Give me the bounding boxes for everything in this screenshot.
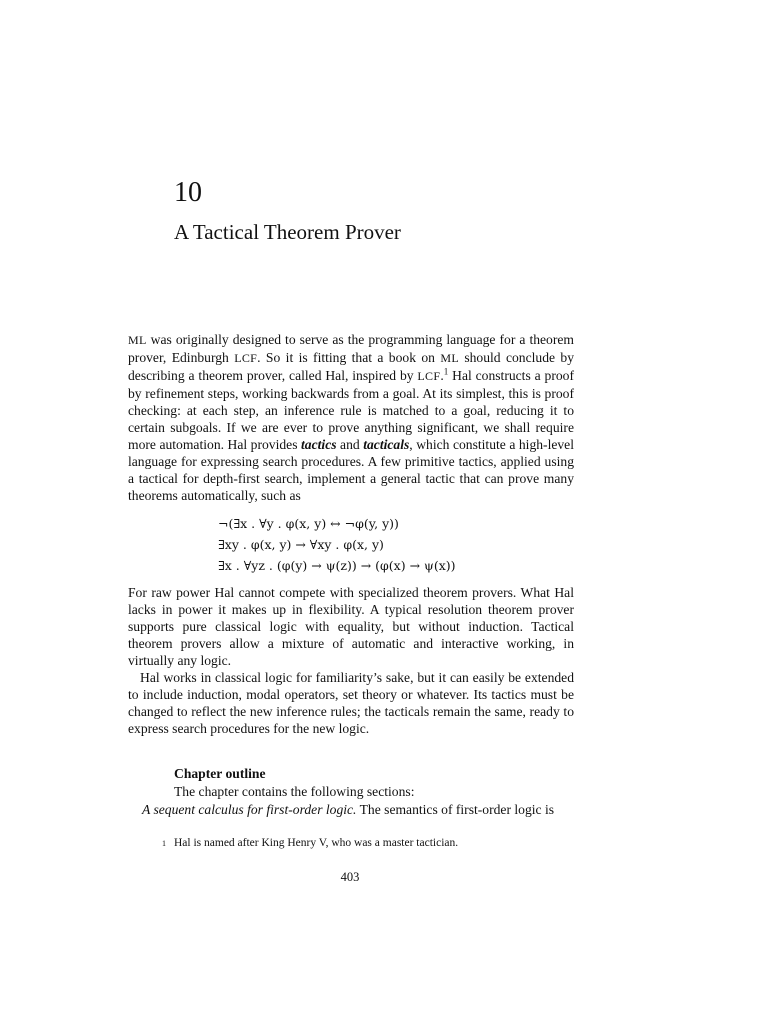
chapter-title: A Tactical Theorem Prover: [174, 220, 401, 244]
tactics-term: tactics: [301, 437, 337, 452]
ml-abbrev: ML: [128, 333, 147, 347]
formula-2: ∃xy . φ(x, y) → ∀xy . φ(x, y): [218, 537, 384, 552]
footnote-mark: 1: [162, 839, 166, 848]
footnote-reference[interactable]: 1: [443, 366, 449, 377]
power-paragraph: For raw power Hal cannot compete with specialized theorem provers. What Hal lacks in power it makes up in flexibility. A typical resolution theorem prover supports pure classical logic with equality, but without induction. Tactical theorem provers allow a mixture of automatic and interactive working, in virtually any logic.: [128, 585, 574, 668]
outline-section-entry: [142, 801, 574, 818]
text-run: . So it is fitting that a book on: [257, 350, 441, 365]
tacticals-term: tacticals: [363, 437, 410, 452]
text-run: should conclude by describing a theorem prover, called Hal, inspired by: [128, 350, 574, 383]
page-number: 403: [340, 870, 360, 884]
text-run: Hal constructs a proof by refinement steps, working backwards from a goal. At its simplest, this is proof checking: at each step, an inference rule is matched to a goal, reducing it to certain subgoals. If we are ever to prove anything significant, we shall require more automation. Hal provides: [128, 368, 574, 452]
ml-abbrev: ML: [440, 351, 459, 365]
intro-paragraph: [128, 331, 574, 504]
chapter-outline-heading: Chapter outline: [174, 766, 266, 781]
text-run: , which constitute a high-level language for expressing search procedures. A few primitive tactics, applied using a tactical for depth-first search, implement a general tactic that can prove many theorems automatically, such as: [128, 437, 574, 503]
logic-paragraph: [128, 669, 574, 737]
section-text: The semantics of first-order logic is: [356, 802, 555, 817]
text-run: Hal works in classical logic for familiarity’s sake, but it can easily be extended to include induction, modal operators, set theory or whatever. Its tactics must be changed to reflect the new inference rules; the tacticals remain the same, ready to express search procedures for the new logic.: [128, 670, 574, 736]
lcf-abbrev: LCF: [234, 351, 258, 365]
lcf-abbrev: LCF: [417, 369, 441, 383]
formula-3: ∃x . ∀yz . (φ(y) → ψ(z)) → (φ(x) → ψ(x)): [218, 558, 456, 573]
formula-block: [218, 513, 456, 576]
footnote: [162, 836, 458, 851]
chapter-outline-intro: The chapter contains the following sections:: [174, 784, 415, 799]
text-run: was originally designed to serve as the programming language for a theorem prover, Edinburgh: [128, 332, 574, 365]
footnote-text: Hal is named after King Henry V, who was a master tactician.: [174, 837, 459, 849]
formula-1: ¬(∃x . ∀y . φ(x, y) ↔ ¬φ(y, y)): [218, 516, 399, 531]
text-run: .: [440, 368, 444, 383]
text-run: and: [336, 437, 364, 452]
paragraph-indent: [128, 670, 140, 685]
section-title: A sequent calculus for first-order logic.: [142, 802, 357, 817]
chapter-number: 10: [174, 177, 202, 208]
